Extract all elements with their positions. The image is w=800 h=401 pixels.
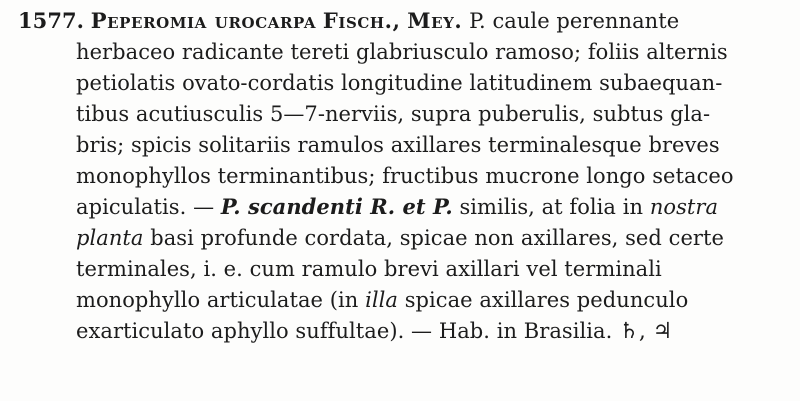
line-10-start: monophyllo articulatae (in (76, 288, 359, 312)
line-7-italic: nostra (649, 195, 719, 219)
line-9: terminales, i. e. cum ramulo brevi axillari vel terminali (76, 257, 662, 281)
line-7 (76, 192, 718, 222)
line-1 (18, 6, 679, 36)
line-8-text: basi profunde cordata, spicae non axillares, sed certe (150, 226, 724, 250)
line-7-start: apiculatis. — (76, 195, 215, 219)
species-author: Fisch., (322, 8, 401, 33)
line-11-start: exarticulato aphyllo suffultae). — (76, 319, 433, 343)
line-5: bris; spicis solitariis ramulos axillares terminalesque breves (76, 133, 720, 157)
line-10 (76, 285, 688, 315)
line-11 (76, 316, 672, 347)
comparison-species: P. scandenti R. et P. (220, 194, 453, 219)
line-7-middle: similis, at folia in (459, 195, 644, 219)
habitat: Hab. in Brasilia. (438, 319, 613, 343)
line-4: tibus acutiusculis 5—7-nerviis, supra puberulis, subtus gla- (76, 102, 711, 126)
saturn-symbol: ♄, (619, 319, 646, 344)
line-6: monophyllos terminantibus; fructibus mucrone longo setaceo (76, 164, 734, 188)
jupiter-symbol: ♃ (652, 319, 673, 344)
line-8 (76, 223, 724, 253)
line-8-italic: planta (76, 226, 144, 250)
line-2: herbaceo radicante tereti glabriusculo ramoso; foliis alternis (76, 40, 728, 64)
line-10-end: spicae axillares pedunculo (404, 288, 689, 312)
species-name: Peperomia urocarpa (90, 8, 317, 33)
line-10-italic: illa (365, 288, 398, 312)
reference-abbr: Mey. (407, 8, 463, 33)
entry-number: 1577. (18, 8, 85, 33)
line-1-text: P. caule perennante (469, 9, 680, 33)
line-3: petiolatis ovato-cordatis longitudine latitudinem subaequan- (76, 71, 723, 95)
